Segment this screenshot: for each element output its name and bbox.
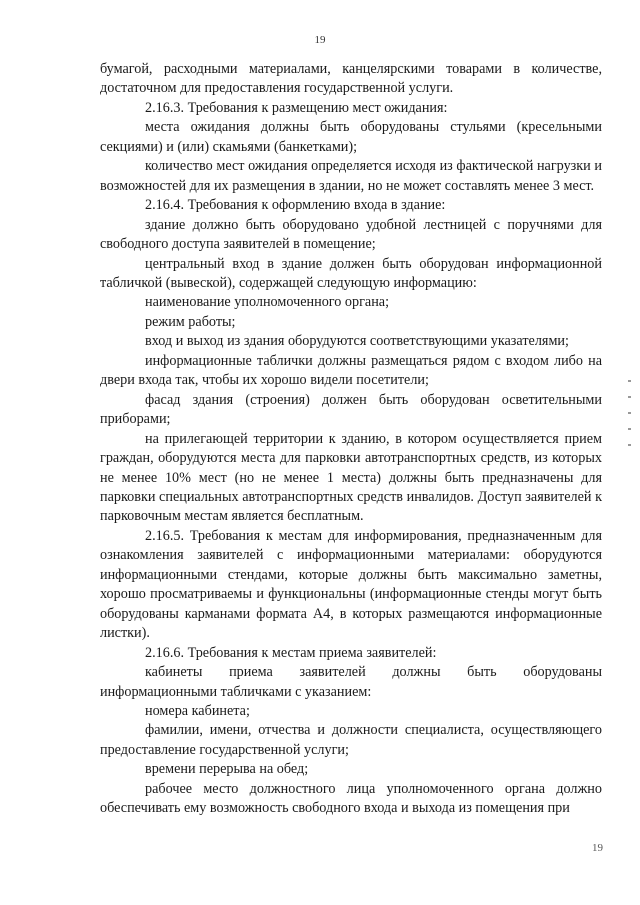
document-body — [100, 60, 602, 819]
paragraph: вход и выход из здания оборудуются соответствующими указателями; — [145, 333, 569, 350]
paragraph: фасад здания (строения) должен быть оборудован осветительными приборами; — [100, 391, 602, 428]
page-number-bottom: 19 — [592, 842, 603, 854]
paragraph: времени перерыва на обед; — [145, 761, 309, 778]
paragraph: бумагой, расходными материалами, канцелярскими товарами в количестве, достаточном для предоставления государственной услуги. — [100, 61, 602, 97]
scan-mark — [628, 412, 631, 414]
section-heading: 2.16.6. Требования к местам приема заявителей: — [145, 644, 437, 661]
scan-mark — [628, 444, 631, 446]
paragraph: режим работы; — [145, 313, 236, 330]
scan-edge-marks — [628, 380, 634, 500]
paragraph: информационные таблички должны размещаться рядом с входом либо на двери входа так, чтобы их хорошо видели посетители; — [100, 352, 602, 389]
page-number-top: 19 — [314, 34, 326, 46]
scan-mark — [628, 380, 631, 382]
paragraph: рабочее место должностного лица уполномоченного органа должно обеспечивать ему возможность свободного входа и выхода из помещения при — [100, 780, 602, 817]
paragraph: количество мест ожидания определяется исходя из фактической нагрузки и возможностей для их размещения в здании, но не может составлять менее 3 мест. — [100, 158, 602, 194]
scan-mark — [628, 428, 631, 430]
paragraph: здание должно быть оборудовано удобной лестницей с поручнями для свободного доступа заявителей в помещение; — [100, 216, 602, 253]
paragraph: центральный вход в здание должен быть оборудован информационной табличкой (вывеской), содержащей следующую информацию: — [100, 255, 602, 291]
paragraph: места ожидания должны быть оборудованы стульями (кресельными секциями) и (или) скамьями (банкетками); — [100, 119, 602, 155]
scan-mark — [628, 396, 631, 398]
section-heading: 2.16.4. Требования к оформлению входа в здание: — [145, 197, 446, 214]
paragraph: фамилии, имени, отчества и должности специалиста, осуществляющего предоставление государственной услуги; — [100, 722, 602, 758]
section-heading: 2.16.3. Требования к размещению мест ожидания: — [145, 99, 448, 116]
section-heading: 2.16.5. Требования к местам для информирования, предназначенным для ознакомления заявителей с информационными материалами: оборудуются информационными стендами, которые должны быть максимально заметны, хорошо просматриваемы и функциональны (информационные стенды могут быть оборудованы карманами формата А4, в которых размещаются информационные листки). — [100, 527, 602, 642]
paragraph: наименование уполномоченного органа; — [145, 294, 390, 311]
paragraph: на прилегающей территории к зданию, в котором осуществляется прием граждан, оборудуются места для парковки автотранспортных средств, из которых не менее 10% мест (но не менее 1 места) должны быть предназначены для парковки специальных автотранспортных средств инвалидов. Доступ заявителей к парковочным местам является бесплатным. — [100, 430, 602, 525]
paragraph: кабинеты приема заявителей должны быть оборудованы информационными табличками с указанием: — [100, 664, 602, 700]
paragraph: номера кабинета; — [145, 702, 250, 719]
